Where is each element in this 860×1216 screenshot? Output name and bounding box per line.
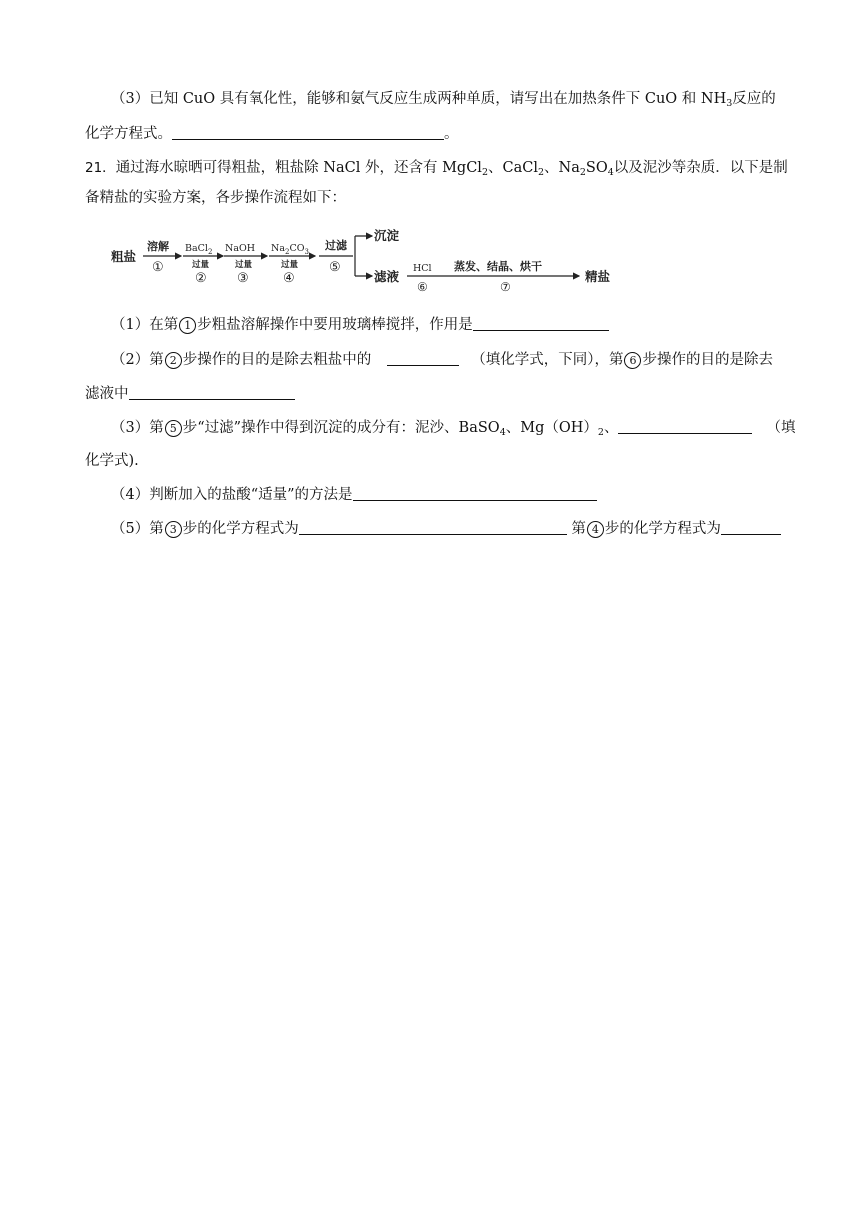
- flow-step5-number: ⑤: [329, 260, 341, 275]
- flow-step2-number: ②: [195, 271, 207, 286]
- q21-part5: [111, 519, 781, 539]
- q21-line2: 备精盐的实验方案，各步操作流程如下：: [85, 190, 346, 206]
- flow-start-crude-salt: 粗盐: [111, 249, 137, 264]
- subscript: 2: [597, 427, 604, 438]
- part3-text: 、Mg（OH）: [505, 420, 598, 436]
- subscript: 3: [726, 98, 733, 109]
- flow-step4-reagent: $Na_2CO_3$: [271, 243, 309, 256]
- q21-text: SO: [585, 160, 608, 176]
- process-flow-diagram: [107, 224, 623, 292]
- subscript: 4: [499, 427, 506, 438]
- q21-text: 以及泥沙等杂质．以下是制: [613, 160, 788, 176]
- flow-step1-number: ①: [152, 260, 164, 275]
- q21-part2-line2: [85, 384, 295, 404]
- flow-precipitate: 沉淀: [374, 228, 400, 243]
- part3-text: 步“过滤”操作中得到沉淀的成分有：泥沙、BaSO: [182, 420, 500, 436]
- q21-part3-line2: 化学式).: [85, 453, 139, 469]
- subscript: 2: [537, 167, 545, 178]
- circled-number-4: 4: [587, 521, 604, 538]
- q21-text: 、Na: [544, 160, 580, 176]
- flow-step1-dissolve: 溶解: [147, 240, 169, 253]
- part3-text: 、: [603, 420, 619, 436]
- flow-step3-number: ③: [237, 271, 249, 286]
- q21-line1: [85, 158, 788, 178]
- flow-step7-number: ⑦: [500, 280, 511, 292]
- circled-number-5: 5: [165, 420, 182, 437]
- answer-blank-part1[interactable]: [473, 315, 609, 331]
- flow-step2-excess: 过量: [192, 260, 210, 270]
- flow-step6-reagent: HCl: [413, 263, 432, 274]
- q21-text: 、CaCl: [488, 160, 538, 176]
- answer-blank-part5b[interactable]: [721, 519, 781, 535]
- q21-part3-line1: [111, 418, 795, 438]
- part5-text: 步的化学方程式为: [182, 521, 299, 537]
- answer-blank-equation[interactable]: [172, 124, 444, 140]
- part2-line2-text: 滤液中: [85, 386, 129, 402]
- period: 。: [444, 126, 459, 142]
- subscript: 4: [607, 167, 614, 178]
- part2-text: （填化学式，下同），第: [471, 352, 624, 368]
- flow-filtrate: 滤液: [374, 269, 400, 284]
- part2-text: 步操作的目的是除去粗盐中的: [182, 352, 372, 368]
- q20-part3-text: （3）已知 CuO 具有氧化性，能够和氨气反应生成两种单质，请写出在加热条件下 CuO 和 NH: [111, 91, 727, 107]
- q20-part3-line2: [85, 124, 459, 144]
- answer-blank-part2a[interactable]: [387, 350, 459, 366]
- flow-step2-reagent: BaCl$_2$: [185, 243, 213, 256]
- circled-number-3: 3: [165, 521, 182, 538]
- flow-step3-excess: 过量: [235, 260, 253, 270]
- flow-step6-number: ⑥: [417, 280, 428, 292]
- flow-step5-filter: 过滤: [325, 239, 347, 252]
- q21-part2-line1: [111, 350, 773, 370]
- q20-part3-line1: [111, 89, 776, 109]
- q21-part1: [111, 315, 609, 335]
- part3-text: （3）第: [111, 420, 164, 436]
- part4-text: （4）判断加入的盐酸“适量”的方法是: [111, 487, 353, 503]
- answer-blank-part2b[interactable]: [129, 384, 295, 400]
- q20-part3-text-end: 反应的: [732, 91, 776, 107]
- part3-text-end: （填: [766, 420, 796, 436]
- circled-number-1: 1: [179, 317, 196, 334]
- part5-text: （5）第: [111, 521, 164, 537]
- part1-text-end: 步粗盐溶解操作中要用玻璃棒搅拌，作用是: [197, 317, 473, 333]
- q21-part4: [111, 485, 597, 505]
- flow-step4-number: ④: [283, 271, 295, 286]
- flow-step4-excess: 过量: [281, 260, 299, 270]
- answer-blank-part4[interactable]: [353, 485, 597, 501]
- circled-number-2: 2: [165, 352, 182, 369]
- answer-blank-part3[interactable]: [618, 418, 752, 434]
- part1-text: （1）在第: [111, 317, 179, 333]
- part2-text-end: 步操作的目的是除去: [642, 352, 773, 368]
- answer-blank-part5a[interactable]: [299, 519, 567, 535]
- part2-text: （2）第: [111, 352, 164, 368]
- subscript: 2: [579, 167, 586, 178]
- flow-step7-process: 蒸发、结晶、烘干: [454, 260, 542, 273]
- question-number: 21．: [85, 160, 116, 176]
- subscript: 2: [481, 167, 488, 178]
- part5-text: 步的化学方程式为: [604, 521, 721, 537]
- q21-text: 通过海水晾晒可得粗盐，粗盐除 NaCl 外，还含有 MgCl: [115, 160, 482, 176]
- circled-number-6: 6: [624, 352, 641, 369]
- flow-end-refined-salt: 精盐: [585, 269, 611, 284]
- q20-part3-prompt: 化学方程式。: [85, 126, 172, 142]
- part5-text: 第: [566, 521, 586, 537]
- flow-step3-reagent: NaOH: [225, 243, 256, 254]
